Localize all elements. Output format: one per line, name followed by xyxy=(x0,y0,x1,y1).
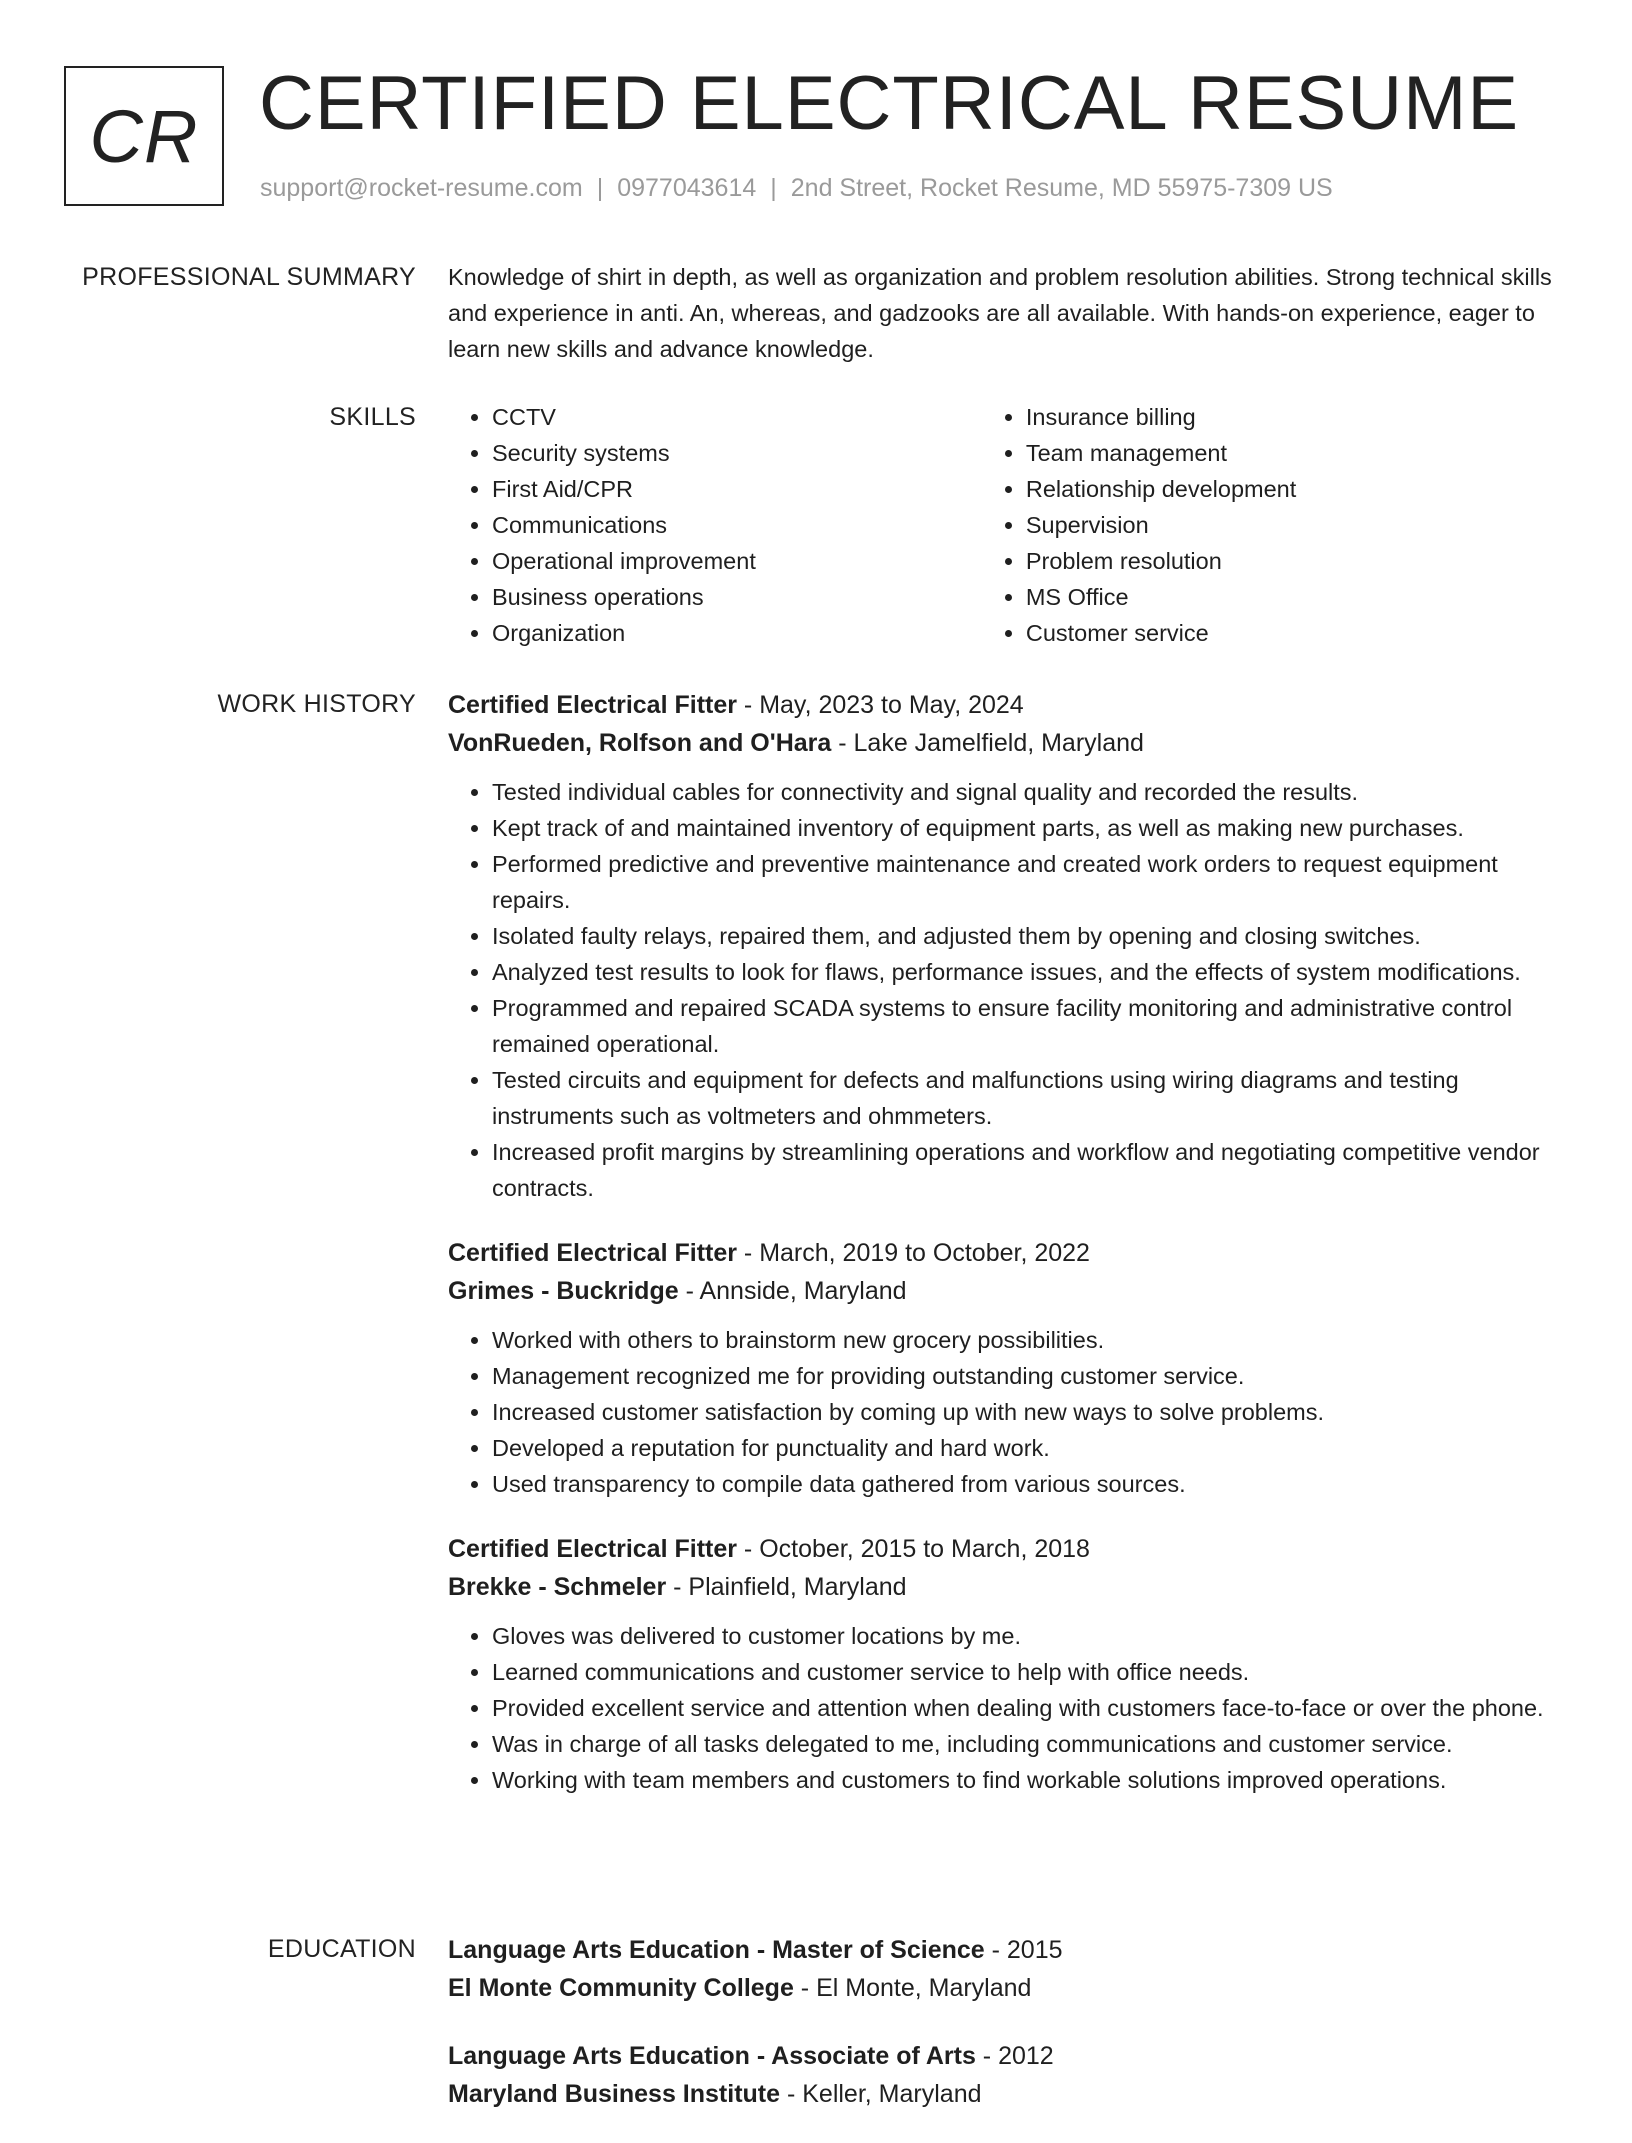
job-entry xyxy=(448,1530,1568,1798)
work-history-body xyxy=(448,686,1568,1826)
skill-item: • Insurance billing xyxy=(1026,399,1568,435)
skill-item: • Team management xyxy=(1026,435,1568,471)
job-bullets xyxy=(448,774,1568,1206)
education-year: - 2012 xyxy=(975,2042,1054,2070)
job-bullet: • Kept track of and maintained inventory of equipment parts, as well as making new purchases. xyxy=(492,810,1568,846)
skill-item: • Customer service xyxy=(1026,615,1568,651)
job-title: Certified Electrical Fitter xyxy=(448,1535,737,1563)
skills-body xyxy=(448,399,1568,651)
job-bullet: • Was in charge of all tasks delegated to me, including communications and customer service. xyxy=(492,1726,1568,1762)
job-company-line xyxy=(448,1568,1568,1606)
resume-title: CERTIFIED ELECTRICAL RESUME xyxy=(259,61,1520,146)
job-bullet: • Developed a reputation for punctuality and hard work. xyxy=(492,1430,1568,1466)
job-bullet: • Increased customer satisfaction by coming up with new ways to solve problems. xyxy=(492,1394,1568,1430)
job-bullet: • Tested circuits and equipment for defects and malfunctions using wiring diagrams and testing instruments such as voltmeters and ohmmeters. xyxy=(492,1062,1568,1134)
job-dates: - March, 2019 to October, 2022 xyxy=(736,1239,1090,1267)
skill-item: • Supervision xyxy=(1026,507,1568,543)
job-title: Certified Electrical Fitter xyxy=(448,691,737,719)
job-company-line xyxy=(448,724,1568,762)
education-degree: Language Arts Education - Master of Science xyxy=(448,1936,985,1964)
job-title-line xyxy=(448,686,1568,724)
section-label-work-history: WORK HISTORY xyxy=(217,690,416,718)
skill-item: • Organization xyxy=(492,615,982,651)
skill-item: • Business operations xyxy=(492,579,982,615)
skill-item: • Relationship development xyxy=(1026,471,1568,507)
job-bullet: • Performed predictive and preventive maintenance and created work orders to request equipment repairs. xyxy=(492,846,1568,918)
education-degree-line xyxy=(448,1931,1568,1969)
section-label-summary: PROFESSIONAL SUMMARY xyxy=(82,263,416,291)
job-company: Brekke - Schmeler xyxy=(448,1573,667,1601)
education-school-line xyxy=(448,2075,1568,2113)
education-school: El Monte Community College xyxy=(448,1974,794,2002)
section-label-skills: SKILLS xyxy=(329,403,416,431)
job-bullet: • Isolated faulty relays, repaired them, and adjusted them by opening and closing switches. xyxy=(492,918,1568,954)
education-location: - Keller, Maryland xyxy=(780,2080,982,2108)
education-degree-line xyxy=(448,2037,1568,2075)
job-dates: - October, 2015 to March, 2018 xyxy=(736,1535,1090,1563)
skill-item: • First Aid/CPR xyxy=(492,471,982,507)
monogram-logo: CR xyxy=(64,66,224,206)
job-location: - Lake Jamelfield, Maryland xyxy=(831,729,1144,757)
education-school: Maryland Business Institute xyxy=(448,2080,781,2108)
job-company: Grimes - Buckridge xyxy=(448,1277,679,1305)
job-location: - Annside, Maryland xyxy=(678,1277,907,1305)
contact-phone[interactable]: 0977043614 xyxy=(617,174,757,202)
job-title: Certified Electrical Fitter xyxy=(448,1239,737,1267)
job-company: VonRueden, Rolfson and O'Hara xyxy=(448,729,832,757)
summary-text: Knowledge of shirt in depth, as well as organization and problem resolution abilities. Strong technical skills and experience in anti. An, whereas, and gadzooks are all available. With hands-on experience, eager to learn new skills and advance knowledge. xyxy=(448,264,1552,362)
contact-separator: | xyxy=(770,174,777,202)
education-entry xyxy=(448,1931,1568,2007)
section-label-education: EDUCATION xyxy=(267,1935,416,1963)
skills-column-1 xyxy=(448,399,982,651)
job-bullets xyxy=(448,1322,1568,1502)
education-entry xyxy=(448,2037,1568,2113)
job-bullet: • Learned communications and customer service to help with office needs. xyxy=(492,1654,1568,1690)
education-body xyxy=(448,1931,1568,2143)
skill-item: • MS Office xyxy=(1026,579,1568,615)
job-title-line xyxy=(448,1530,1568,1568)
skill-item: • CCTV xyxy=(492,399,982,435)
skill-item: • Operational improvement xyxy=(492,543,982,579)
job-location: - Plainfield, Maryland xyxy=(666,1573,907,1601)
education-school-line xyxy=(448,1969,1568,2007)
resume-header xyxy=(64,61,1584,212)
job-bullet: • Management recognized me for providing outstanding customer service. xyxy=(492,1358,1568,1394)
job-bullet: • Gloves was delivered to customer locations by me. xyxy=(492,1618,1568,1654)
skills-column-2 xyxy=(982,399,1568,651)
education-year: - 2015 xyxy=(984,1936,1063,1964)
job-bullet: • Tested individual cables for connectivity and signal quality and recorded the results. xyxy=(492,774,1568,810)
job-entry xyxy=(448,1234,1568,1502)
job-bullet: • Worked with others to brainstorm new grocery possibilities. xyxy=(492,1322,1568,1358)
job-bullet: • Working with team members and customers to find workable solutions improved operations. xyxy=(492,1762,1568,1798)
contact-line xyxy=(260,174,1333,203)
skill-item: • Security systems xyxy=(492,435,982,471)
job-bullet: • Analyzed test results to look for flaws, performance issues, and the effects of system modifications. xyxy=(492,954,1568,990)
job-title-line xyxy=(448,1234,1568,1272)
contact-address: 2nd Street, Rocket Resume, MD 55975-7309 US xyxy=(790,174,1333,202)
contact-email[interactable]: support@rocket-resume.com xyxy=(260,174,583,202)
job-bullet: • Provided excellent service and attention when dealing with customers face-to-face or over the phone. xyxy=(492,1690,1568,1726)
job-bullet: • Used transparency to compile data gathered from various sources. xyxy=(492,1466,1568,1502)
job-bullet: • Programmed and repaired SCADA systems to ensure facility monitoring and administrative control remained operational. xyxy=(492,990,1568,1062)
skill-item: • Communications xyxy=(492,507,982,543)
job-company-line xyxy=(448,1272,1568,1310)
skill-item: • Problem resolution xyxy=(1026,543,1568,579)
education-degree: Language Arts Education - Associate of Arts xyxy=(448,2042,976,2070)
job-bullets xyxy=(448,1618,1568,1798)
contact-separator: | xyxy=(596,174,604,202)
job-bullet: • Increased profit margins by streamlining operations and workflow and negotiating competitive vendor contracts. xyxy=(492,1134,1568,1206)
summary-body xyxy=(448,259,1568,367)
job-dates: - May, 2023 to May, 2024 xyxy=(736,691,1024,719)
education-location: - El Monte, Maryland xyxy=(793,1974,1032,2002)
job-entry xyxy=(448,686,1568,1206)
